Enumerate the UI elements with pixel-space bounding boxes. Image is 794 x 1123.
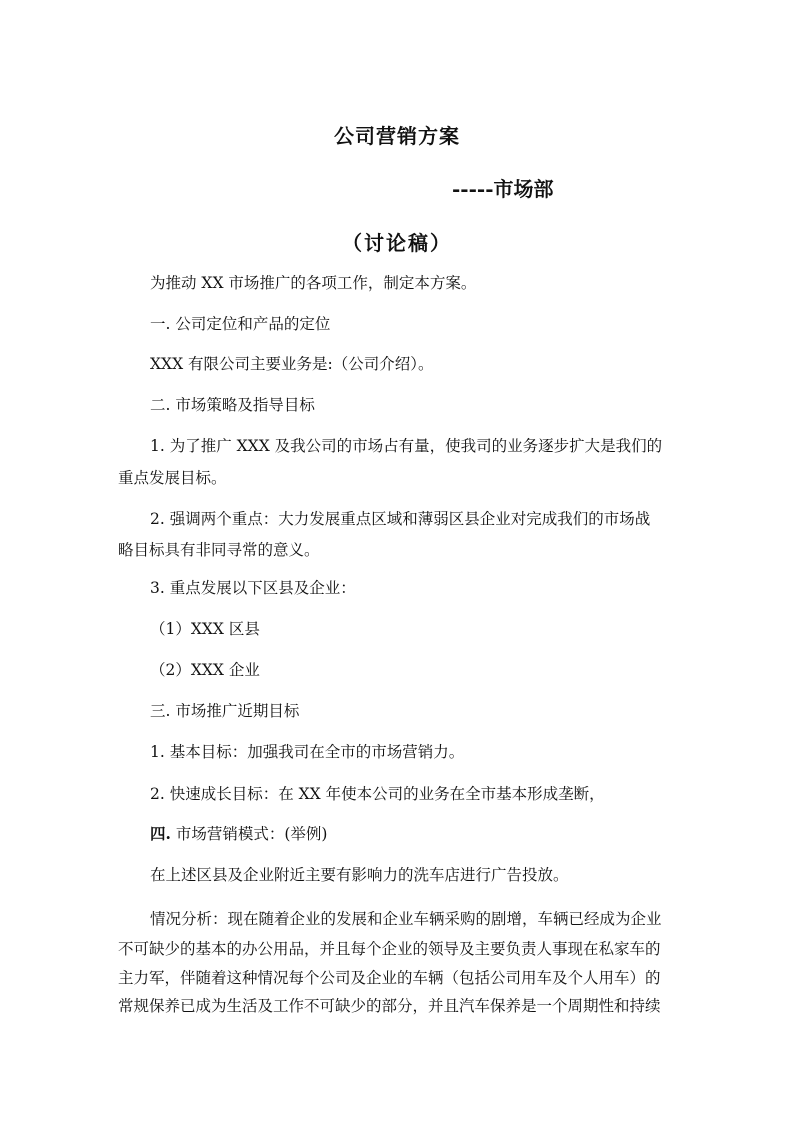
document-title: 公司营销方案 (334, 124, 460, 148)
analysis-line-4: 常规保养已成为生活及工作不可缺少的部分，并且汽车保养是一个周期性和持续 (118, 997, 661, 1015)
section-1-heading: 一. 公司定位和产品的定位 (150, 315, 331, 333)
section-1-body: XXX 有限公司主要业务是:（公司介绍）。 (150, 355, 434, 373)
analysis-line-1: 情况分析：现在随着企业的发展和企业车辆采购的剧增，车辆已经成为企业 (150, 910, 662, 928)
section-2-item-2-line-2: 略目标具有非同寻常的意义。 (118, 541, 320, 559)
section-3-item-2: 2. 快速成长目标：在 XX 年使本公司的业务在全市基本形成垄断， (150, 785, 605, 803)
section-4-body: 在上述区县及企业附近主要有影响力的洗车店进行广告投放。 (150, 866, 569, 884)
section-2-item-2-line-1: 2. 强调两个重点：大力发展重点区域和薄弱区县企业对完成我们的市场战 (150, 510, 651, 528)
section-2-heading: 二. 市场策略及指导目标 (150, 396, 315, 414)
section-4-heading (118, 826, 710, 843)
section-2-item-1-line-1: 1. 为了推广 XXX 及我公司的市场占有量，使我司的业务逐步扩大是我们的 (150, 437, 663, 455)
section-2-item-1-line-2: 重点发展目标。 (118, 469, 227, 487)
department-signature: -----市场部 (452, 177, 554, 201)
section-2-item-3-a: （1）XXX 区县 (150, 620, 260, 638)
analysis-line-3: 主力军，伴随着这种情况每个公司及企业的车辆（包括公司用车及个人用车）的 (118, 969, 661, 987)
section-3-heading: 三. 市场推广近期目标 (150, 702, 300, 720)
section-2-item-3: 3. 重点发展以下区县及企业： (150, 579, 356, 597)
section-2-item-3-b: （2）XXX 企业 (150, 661, 260, 679)
intro-paragraph: 为推动 XX 市场推广的各项工作，制定本方案。 (150, 274, 477, 292)
section-3-item-1: 1. 基本目标：加强我司在全市的市场营销力。 (150, 743, 465, 761)
analysis-line-2: 不可缺少的基本的办公用品，并且每个企业的领导及主要负责人事现在私家车的 (118, 940, 661, 958)
section-4-number: 四. (150, 824, 171, 843)
draft-label: （讨论稿） (342, 231, 452, 255)
section-4-title: 市场营销模式：(举例) (170, 825, 328, 843)
